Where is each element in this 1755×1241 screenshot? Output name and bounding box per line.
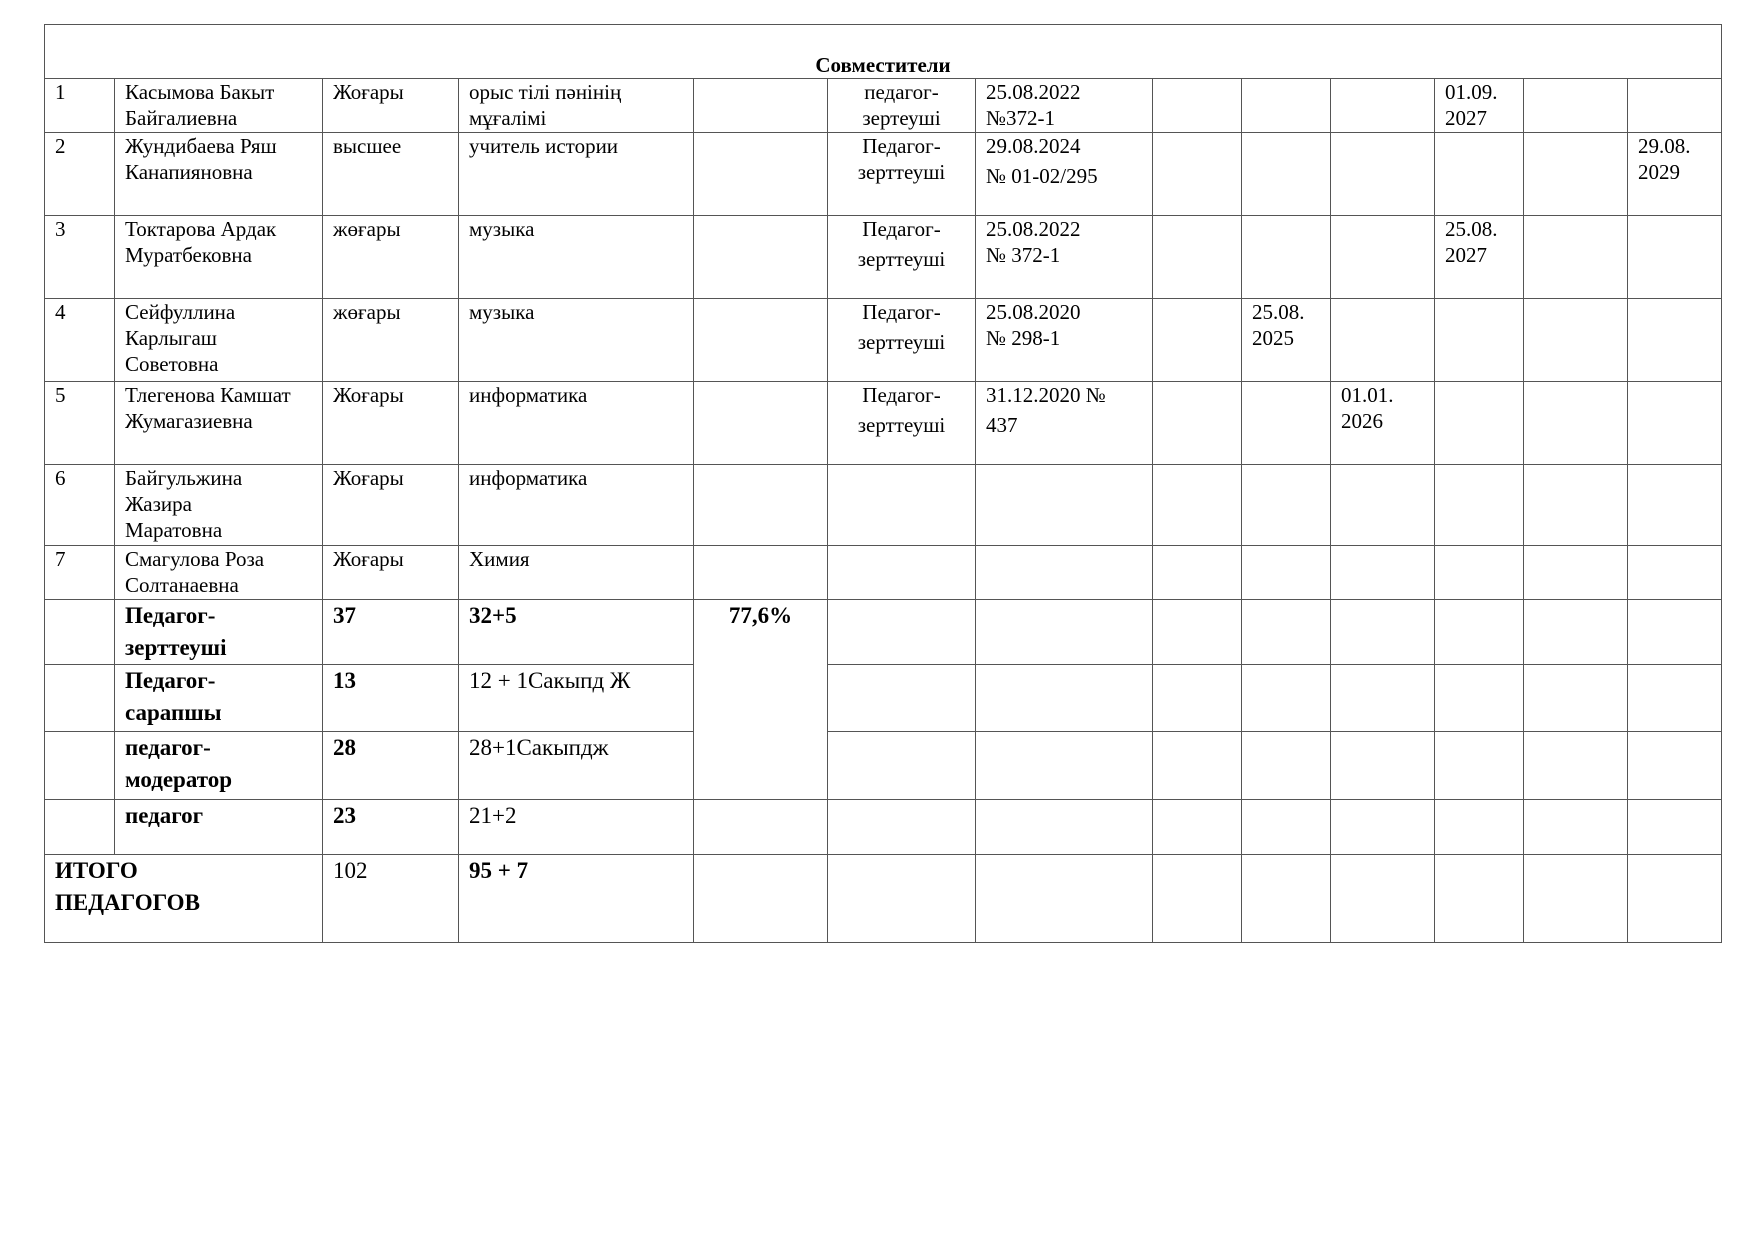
date-cell: 29.08. 2029 (1628, 133, 1722, 216)
empty-cell (1242, 600, 1331, 665)
empty-cell (1628, 855, 1722, 943)
empty-cell (1153, 800, 1242, 855)
empty-cell (976, 600, 1153, 665)
summary-row (45, 600, 1722, 665)
empty-cell (1435, 800, 1524, 855)
category-cell: педагог- зертеуші (828, 79, 976, 133)
empty-cell (1628, 600, 1722, 665)
empty-cell (1242, 800, 1331, 855)
education-cell: высшее (323, 133, 459, 216)
row-number: 6 (45, 465, 115, 546)
empty-cell (976, 546, 1153, 600)
teacher-name: Тлегенова Камшат Жумагазиевна (115, 382, 323, 465)
table-row (45, 465, 1722, 546)
category-count: 37 (323, 600, 459, 665)
order-cell: 25.08.2020 № 298-1 (976, 299, 1153, 382)
empty-cell (1524, 465, 1628, 546)
empty-cell (1435, 465, 1524, 546)
category-label: Педагог- зерттеуші (115, 600, 323, 665)
empty-cell (1331, 216, 1435, 299)
empty-cell (1331, 800, 1435, 855)
category-count: 28 (323, 732, 459, 800)
table-row (45, 133, 1722, 216)
empty-cell (45, 665, 115, 732)
row-number: 4 (45, 299, 115, 382)
empty-cell (1435, 732, 1524, 800)
empty-cell (1153, 382, 1242, 465)
empty-cell (45, 732, 115, 800)
empty-cell (1242, 133, 1331, 216)
date-cell: 25.08. 2027 (1435, 216, 1524, 299)
date-cell: 01.01. 2026 (1331, 382, 1435, 465)
empty-cell (828, 465, 976, 546)
category-breakdown: 28+1Сакыпдж (459, 732, 694, 800)
total-count: 102 (323, 855, 459, 943)
empty-cell (1435, 546, 1524, 600)
empty-cell (828, 855, 976, 943)
empty-cell (1628, 800, 1722, 855)
empty-cell (1524, 600, 1628, 665)
empty-cell (976, 465, 1153, 546)
education-cell: жөғары (323, 299, 459, 382)
specialty-cell: музыка (459, 299, 694, 382)
row-number: 2 (45, 133, 115, 216)
empty-cell (1242, 216, 1331, 299)
empty-cell (694, 133, 828, 216)
empty-cell (1524, 299, 1628, 382)
empty-cell (1242, 665, 1331, 732)
empty-cell (1153, 546, 1242, 600)
empty-cell (1331, 133, 1435, 216)
empty-cell (828, 546, 976, 600)
empty-cell (1435, 665, 1524, 732)
staff-table (44, 24, 1722, 943)
summary-row (45, 732, 1722, 800)
total-breakdown: 95 + 7 (459, 855, 694, 943)
empty-cell (1153, 665, 1242, 732)
empty-cell (1524, 216, 1628, 299)
empty-cell (1331, 546, 1435, 600)
empty-cell (1242, 546, 1331, 600)
category-label: Педагог- сарапшы (115, 665, 323, 732)
empty-cell (1628, 732, 1722, 800)
education-cell: жөғары (323, 216, 459, 299)
teacher-name: Байгульжина Жазира Маратовна (115, 465, 323, 546)
empty-cell (694, 216, 828, 299)
empty-cell (1153, 732, 1242, 800)
order-cell: 29.08.2024 № 01-02/295 (976, 133, 1153, 216)
empty-cell (1242, 79, 1331, 133)
order-cell: 25.08.2022 № 372-1 (976, 216, 1153, 299)
section-title: Совместители (45, 25, 1722, 79)
date-cell: 25.08. 2025 (1242, 299, 1331, 382)
percent-cell: 77,6% (694, 600, 828, 800)
order-cell: 25.08.2022 №372-1 (976, 79, 1153, 133)
teacher-name: Токтарова Ардак Муратбековна (115, 216, 323, 299)
empty-cell (1628, 216, 1722, 299)
empty-cell (1242, 465, 1331, 546)
summary-row (45, 665, 1722, 732)
teacher-name: Касымова Бакыт Байгалиевна (115, 79, 323, 133)
empty-cell (1153, 133, 1242, 216)
empty-cell (828, 665, 976, 732)
empty-cell (1524, 855, 1628, 943)
empty-cell (1153, 600, 1242, 665)
row-number: 5 (45, 382, 115, 465)
summary-row (45, 800, 1722, 855)
empty-cell (828, 800, 976, 855)
empty-cell (828, 600, 976, 665)
empty-cell (1153, 299, 1242, 382)
empty-cell (1524, 546, 1628, 600)
empty-cell (694, 382, 828, 465)
education-cell: Жоғары (323, 546, 459, 600)
empty-cell (976, 665, 1153, 732)
category-cell: Педагог- зерттеуші (828, 216, 976, 299)
table-row (45, 79, 1722, 133)
row-number: 1 (45, 79, 115, 133)
category-label: педагог (115, 800, 323, 855)
empty-cell (828, 732, 976, 800)
empty-cell (976, 855, 1153, 943)
empty-cell (1242, 855, 1331, 943)
empty-cell (1331, 79, 1435, 133)
date-cell: 01.09. 2027 (1435, 79, 1524, 133)
specialty-cell: орыс тілі пәнінің мұғалімі (459, 79, 694, 133)
category-cell: Педагог- зерттеуші (828, 133, 976, 216)
row-number: 3 (45, 216, 115, 299)
empty-cell (1628, 465, 1722, 546)
empty-cell (1524, 382, 1628, 465)
table-row (45, 546, 1722, 600)
empty-cell (694, 299, 828, 382)
category-count: 23 (323, 800, 459, 855)
empty-cell (1524, 732, 1628, 800)
specialty-cell: информатика (459, 465, 694, 546)
empty-cell (1628, 665, 1722, 732)
specialty-cell: Химия (459, 546, 694, 600)
empty-cell (1628, 546, 1722, 600)
category-breakdown: 12 + 1Сакыпд Ж (459, 665, 694, 732)
empty-cell (1242, 382, 1331, 465)
empty-cell (1331, 465, 1435, 546)
empty-cell (1435, 382, 1524, 465)
empty-cell (1153, 465, 1242, 546)
category-label: педагог- модератор (115, 732, 323, 800)
education-cell: Жоғары (323, 79, 459, 133)
teacher-name: Смагулова Роза Солтанаевна (115, 546, 323, 600)
empty-cell (976, 800, 1153, 855)
empty-cell (1628, 79, 1722, 133)
empty-cell (1331, 600, 1435, 665)
empty-cell (1331, 665, 1435, 732)
category-breakdown: 21+2 (459, 800, 694, 855)
empty-cell (1242, 732, 1331, 800)
empty-cell (1153, 79, 1242, 133)
empty-cell (976, 732, 1153, 800)
total-row (45, 855, 1722, 943)
empty-cell (1628, 382, 1722, 465)
table-row (45, 299, 1722, 382)
empty-cell (1435, 133, 1524, 216)
education-cell: Жоғары (323, 465, 459, 546)
empty-cell (1524, 79, 1628, 133)
specialty-cell: музыка (459, 216, 694, 299)
empty-cell (1331, 299, 1435, 382)
total-label: ИТОГО ПЕДАГОГОВ (45, 855, 323, 943)
empty-cell (45, 800, 115, 855)
empty-cell (1153, 216, 1242, 299)
specialty-cell: учитель истории (459, 133, 694, 216)
education-cell: Жоғары (323, 382, 459, 465)
empty-cell (1628, 299, 1722, 382)
row-number: 7 (45, 546, 115, 600)
empty-cell (1524, 133, 1628, 216)
teacher-name: Жундибаева Ряш Канапияновна (115, 133, 323, 216)
empty-cell (1153, 855, 1242, 943)
teacher-name: Сейфуллина Карлыгаш Советовна (115, 299, 323, 382)
category-count: 13 (323, 665, 459, 732)
empty-cell (1524, 800, 1628, 855)
specialty-cell: информатика (459, 382, 694, 465)
empty-cell (694, 79, 828, 133)
empty-cell (1524, 665, 1628, 732)
empty-cell (694, 546, 828, 600)
empty-cell (694, 855, 828, 943)
table-row (45, 216, 1722, 299)
empty-cell (694, 800, 828, 855)
category-breakdown: 32+5 (459, 600, 694, 665)
empty-cell (1435, 299, 1524, 382)
category-cell: Педагог- зерттеуші (828, 299, 976, 382)
empty-cell (1331, 732, 1435, 800)
empty-cell (1331, 855, 1435, 943)
empty-cell (694, 465, 828, 546)
empty-cell (1435, 855, 1524, 943)
category-cell: Педагог- зерттеуші (828, 382, 976, 465)
order-cell: 31.12.2020 № 437 (976, 382, 1153, 465)
empty-cell (45, 600, 115, 665)
empty-cell (1435, 600, 1524, 665)
table-row (45, 382, 1722, 465)
